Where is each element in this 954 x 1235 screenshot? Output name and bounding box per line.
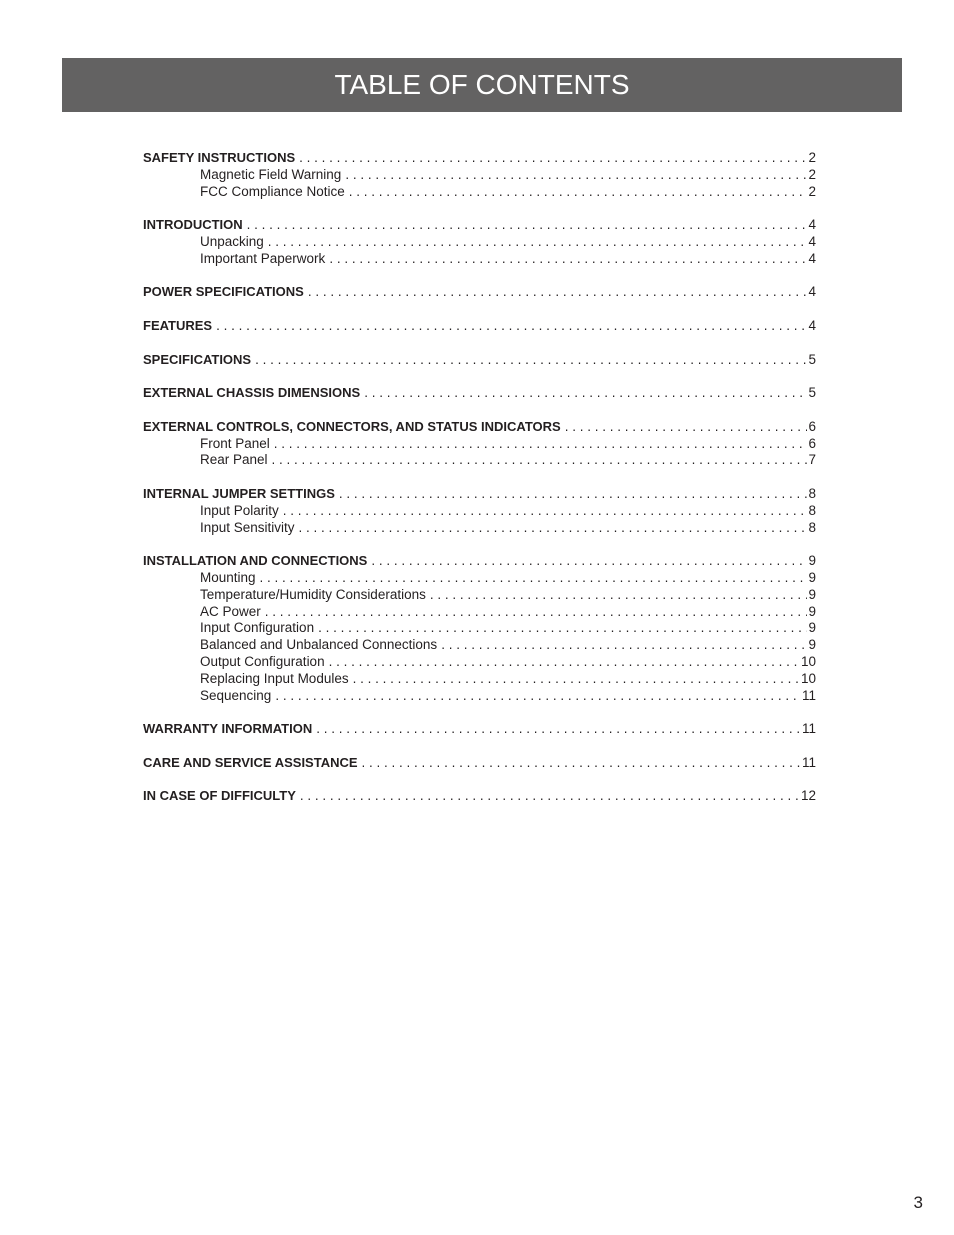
dot-leader xyxy=(437,637,807,654)
toc-subentry[interactable] xyxy=(143,251,816,268)
toc-subentry[interactable] xyxy=(143,234,816,251)
toc-entry-label: Temperature/Humidity Considerations xyxy=(200,586,426,602)
dot-leader xyxy=(295,520,808,537)
toc-entry-page: 8 xyxy=(808,519,816,535)
toc-section xyxy=(143,755,816,772)
toc-subentry[interactable] xyxy=(143,604,816,621)
toc-section xyxy=(143,788,816,805)
toc-entry-label: FCC Compliance Notice xyxy=(200,183,345,199)
toc-section-entry[interactable] xyxy=(143,788,816,805)
toc-entry-page: 9 xyxy=(808,637,816,653)
toc-entry-label: Input Polarity xyxy=(200,502,279,518)
toc-entry-label: FEATURES xyxy=(143,317,213,333)
dot-leader xyxy=(212,318,807,335)
toc-subentry[interactable] xyxy=(143,688,816,705)
dot-leader xyxy=(360,385,807,402)
toc-entry-label: Input Sensitivity xyxy=(200,519,295,535)
toc-entry-page: 9 xyxy=(808,586,816,602)
toc-subentry[interactable] xyxy=(143,184,816,201)
dot-leader xyxy=(314,620,807,637)
dot-leader xyxy=(345,184,808,201)
page-title: TABLE OF CONTENTS xyxy=(334,69,630,100)
dot-leader xyxy=(349,671,800,688)
toc-entry-page: 6 xyxy=(808,418,816,434)
toc-entry-page: 4 xyxy=(808,233,816,249)
toc-entry-label: EXTERNAL CHASSIS DIMENSIONS xyxy=(143,385,361,401)
toc-entry-label: INTERNAL JUMPER SETTINGS xyxy=(143,485,335,501)
toc-entry-label: Front Panel xyxy=(200,435,270,451)
dot-leader xyxy=(312,721,801,738)
dot-leader xyxy=(426,587,808,604)
toc-entry-label: EXTERNAL CONTROLS, CONNECTORS, AND STATUS INDICATORS xyxy=(143,418,561,434)
toc-entry-page: 10 xyxy=(800,670,816,686)
toc-entry-page: 11 xyxy=(801,687,816,703)
toc-entry-page: 9 xyxy=(808,620,816,636)
toc-subentry[interactable] xyxy=(143,503,816,520)
toc-section xyxy=(143,486,816,536)
toc-subentry[interactable] xyxy=(143,570,816,587)
toc-subentry[interactable] xyxy=(143,671,816,688)
toc-section xyxy=(143,721,816,738)
toc-section xyxy=(143,318,816,335)
page-number: 3 xyxy=(913,1193,923,1212)
toc-entry-label: IN CASE OF DIFFICULTY xyxy=(143,788,296,804)
toc-entry-page: 2 xyxy=(808,166,816,182)
toc-entry-label: CARE AND SERVICE ASSISTANCE xyxy=(143,754,358,770)
toc-entry-label: INTRODUCTION xyxy=(143,217,243,233)
dot-leader xyxy=(295,150,807,167)
toc-section xyxy=(143,150,816,200)
toc-entry-page: 2 xyxy=(808,150,816,165)
toc-section-entry[interactable] xyxy=(143,318,816,335)
toc-section-entry[interactable] xyxy=(143,385,816,402)
dot-leader xyxy=(561,419,808,436)
toc-subentry[interactable] xyxy=(143,436,816,453)
dot-leader xyxy=(335,486,808,503)
toc-section-entry[interactable] xyxy=(143,721,816,738)
toc-subentry[interactable] xyxy=(143,520,816,537)
toc-entry-page: 6 xyxy=(808,435,816,451)
toc-entry-label: Input Configuration xyxy=(200,620,315,636)
toc-entry-page: 8 xyxy=(808,485,816,501)
toc-section xyxy=(143,553,816,704)
toc-entry-page: 7 xyxy=(808,452,816,468)
toc-entry-page: 10 xyxy=(800,653,816,669)
toc-entry-page: 8 xyxy=(808,502,816,518)
toc-subentry[interactable] xyxy=(143,654,816,671)
dot-leader xyxy=(264,234,808,251)
toc-section-entry[interactable] xyxy=(143,755,816,772)
toc-entry-label: Unpacking xyxy=(200,233,264,249)
dot-leader xyxy=(367,553,807,570)
toc-entry-label: Important Paperwork xyxy=(200,250,326,266)
toc-entry-label: Output Configuration xyxy=(200,653,325,669)
toc-entry-page: 9 xyxy=(808,569,816,585)
toc-section-entry[interactable] xyxy=(143,284,816,301)
toc-entry-label: SAFETY INSTRUCTIONS xyxy=(143,150,296,165)
toc-section xyxy=(143,419,816,469)
dot-leader xyxy=(279,503,808,520)
dot-leader xyxy=(325,654,800,671)
toc-entry-label: INSTALLATION AND CONNECTIONS xyxy=(143,553,368,569)
dot-leader xyxy=(251,352,807,369)
toc-section-entry[interactable] xyxy=(143,150,816,167)
toc-entry-label: Rear Panel xyxy=(200,452,268,468)
toc-section-entry[interactable] xyxy=(143,217,816,234)
toc-entry-page: 9 xyxy=(808,553,816,569)
toc-entry-page: 4 xyxy=(808,284,816,300)
toc-subentry[interactable] xyxy=(143,637,816,654)
dot-leader xyxy=(243,217,808,234)
dot-leader xyxy=(304,284,808,301)
toc-subentry[interactable] xyxy=(143,587,816,604)
toc-entry-label: Replacing Input Modules xyxy=(200,670,349,686)
table-of-contents xyxy=(143,150,816,822)
toc-section-entry[interactable] xyxy=(143,419,816,436)
toc-section xyxy=(143,352,816,369)
dot-leader xyxy=(270,436,808,453)
toc-section xyxy=(143,217,816,267)
toc-entry-label: SPECIFICATIONS xyxy=(143,351,252,367)
toc-entry-page: 9 xyxy=(808,603,816,619)
dot-leader xyxy=(256,570,808,587)
toc-entry-label: Magnetic Field Warning xyxy=(200,166,342,182)
toc-entry-page: 5 xyxy=(808,385,816,401)
toc-entry-page: 4 xyxy=(808,317,816,333)
toc-section-entry[interactable] xyxy=(143,352,816,369)
dot-leader xyxy=(271,688,801,705)
title-banner xyxy=(62,58,902,112)
toc-entry-label: AC Power xyxy=(200,603,261,619)
toc-section xyxy=(143,385,816,402)
toc-entry-page: 11 xyxy=(801,754,816,770)
toc-entry-label: POWER SPECIFICATIONS xyxy=(143,284,304,300)
toc-entry-label: Mounting xyxy=(200,569,256,585)
toc-entry-label: WARRANTY INFORMATION xyxy=(143,721,313,737)
toc-section-entry[interactable] xyxy=(143,486,816,503)
toc-section xyxy=(143,284,816,301)
toc-entry-page: 2 xyxy=(808,183,816,199)
toc-entry-page: 12 xyxy=(800,788,816,804)
toc-subentry[interactable] xyxy=(143,620,816,637)
dot-leader xyxy=(341,167,807,184)
toc-subentry[interactable] xyxy=(143,452,816,469)
toc-entry-label: Balanced and Unbalanced Connections xyxy=(200,637,438,653)
dot-leader xyxy=(261,604,808,621)
toc-subentry[interactable] xyxy=(143,167,816,184)
dot-leader xyxy=(268,452,808,469)
toc-entry-page: 5 xyxy=(808,351,816,367)
dot-leader xyxy=(296,788,800,805)
dot-leader xyxy=(358,755,801,772)
toc-entry-page: 4 xyxy=(808,250,816,266)
toc-entry-page: 4 xyxy=(808,217,816,233)
toc-section-entry[interactable] xyxy=(143,553,816,570)
toc-entry-page: 11 xyxy=(801,721,816,737)
toc-entry-label: Sequencing xyxy=(200,687,272,703)
dot-leader xyxy=(325,251,807,268)
